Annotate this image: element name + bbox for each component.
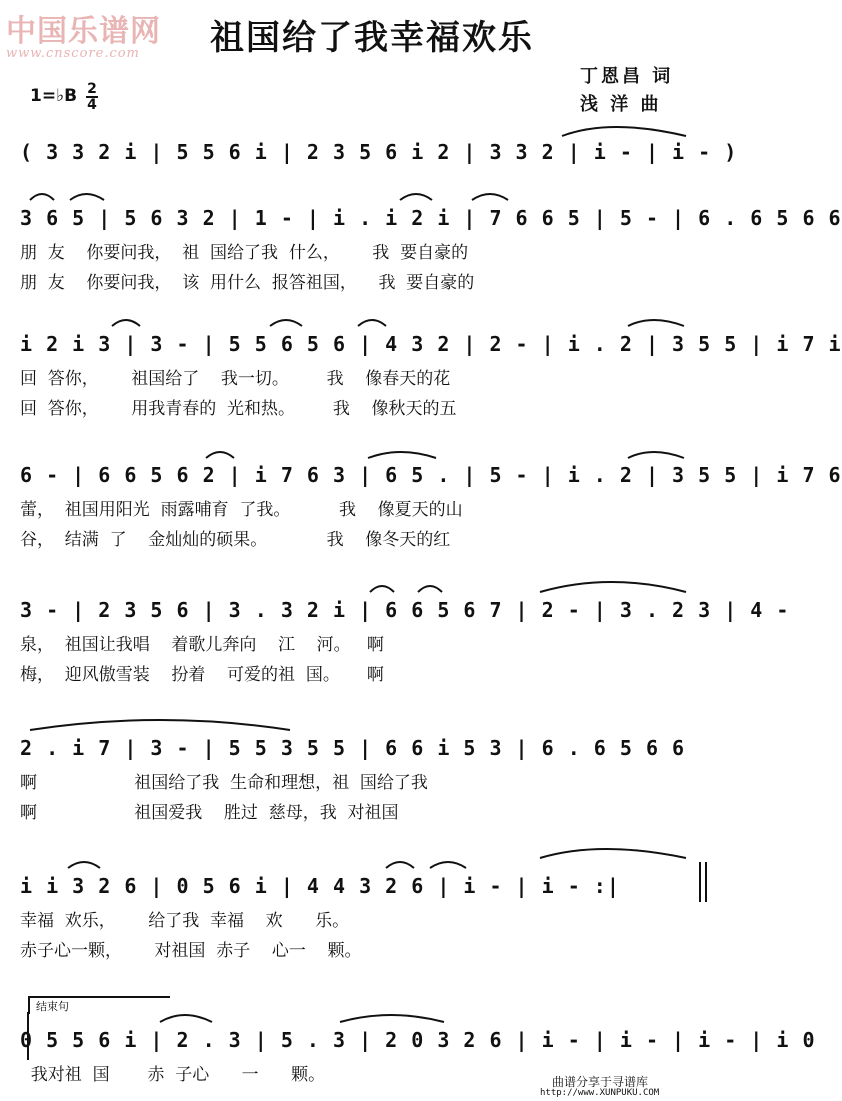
system-5-lyric-verse-1: 啊 祖国给了我 生命和理想，祖 国给了我: [20, 773, 428, 793]
system-1-notes: 3 6 5 | 5 6 3 2 | 1 - | i . i 2 i | 7 6 6 5 | 5 - | 6 . 6 5 6 6: [20, 206, 842, 230]
system-1-lyric-verse-1: 朋 友 你要问我， 祖 国给了我 什么， 我 要自豪的: [20, 243, 469, 263]
system-3-notes: 6 - | 6 6 5 6 2 | i 7 6 3 | 6 5 . | 5 - | i . 2 | 3 5 5 | i 7 6: [20, 463, 842, 487]
system-2-notes: i 2 i 3 | 3 - | 5 5 6 5 6 | 4 3 2 | 2 - | i . 2 | 3 5 5 | i 7 i: [20, 332, 842, 356]
ending-lyric: 我对祖 国 赤 子心 一 颗。: [20, 1065, 326, 1085]
footer-source-url: http://www.XUNPUKU.COM: [540, 1088, 660, 1098]
system-6-lyric-verse-1: 幸福 欢乐， 给了我 幸福 欢 乐。: [20, 911, 350, 931]
ending-label: 结束句: [36, 1000, 69, 1013]
footer-source-text: 曲谱分享于寻谱库: [552, 1075, 649, 1089]
system-6-lyric-verse-2: 赤子心一颗， 对祖国 赤子 心一 颗。: [20, 941, 362, 961]
watermark-site-name: 中国乐谱网: [6, 14, 161, 49]
system-6-notes: i i 3 2 6 | 0 5 6 i | 4 4 3 2 6 | i - | i - :|: [20, 874, 620, 898]
system-4-lyric-verse-2: 梅， 迎风傲雪装 扮着 可爱的祖 国。 啊: [20, 665, 384, 685]
time-signature-top: 2: [87, 81, 97, 97]
key-signature: 1=♭B: [30, 86, 78, 106]
composer-credit: 浅 洋 曲: [580, 94, 662, 115]
intro-notes: ( 3 3 2 i | 5 5 6 i | 2 3 5 6 i 2 | 3 3 2 | i - | i - ): [20, 140, 738, 164]
ending-notes: 0 5 5 6 i | 2 . 3 | 5 . 3 | 2 0 3 2 6 | i - | i - | i - | i 0: [20, 1028, 816, 1052]
system-4-notes: 3 - | 2 3 5 6 | 3 . 3 2 i | 6 6 5 6 7 | 2 - | 3 . 2 3 | 4 -: [20, 598, 790, 622]
watermark-site-url: www.cnscore.com: [6, 46, 140, 61]
system-5-lyric-verse-2: 啊 祖国爱我 胜过 慈母，我 对祖国: [20, 803, 399, 823]
system-2-lyric-verse-1: 回 答你， 祖国给了 我一切。 我 像春天的花: [20, 369, 451, 389]
lyricist-credit: 丁恩昌 词: [580, 66, 674, 87]
system-4-lyric-verse-1: 泉， 祖国让我唱 着歌儿奔向 江 河。 啊: [20, 635, 384, 655]
time-signature-bottom: 4: [87, 97, 97, 113]
system-5-notes: 2 . i 7 | 3 - | 5 5 3 5 5 | 6 6 i 5 3 | 6 . 6 5 6 6: [20, 736, 686, 760]
system-1-lyric-verse-2: 朋 友 你要问我， 该 用什么 报答祖国， 我 要自豪的: [20, 273, 475, 293]
system-2-lyric-verse-2: 回 答你， 用我青春的 光和热。 我 像秋天的五: [20, 399, 457, 419]
system-3-lyric-verse-2: 谷， 结满 了 金灿灿的硕果。 我 像冬天的红: [20, 530, 451, 550]
system-3-lyric-verse-1: 蕾， 祖国用阳光 雨露哺育 了我。 我 像夏天的山: [20, 500, 463, 520]
song-title: 祖国给了我幸福欢乐: [210, 18, 534, 58]
